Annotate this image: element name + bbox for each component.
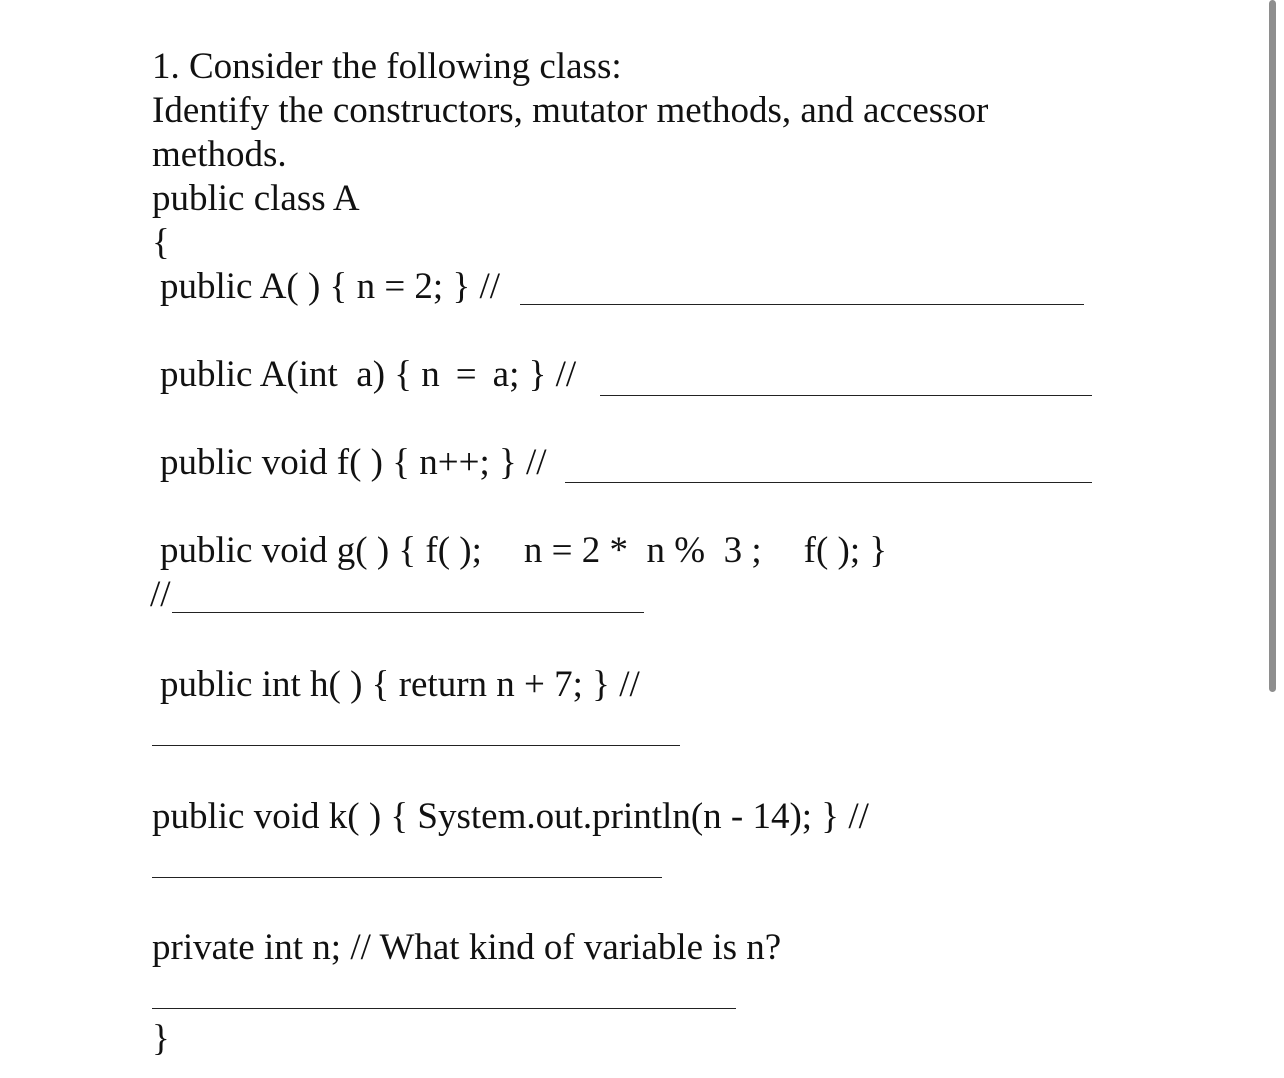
answer-blank-constructor-default[interactable] (520, 304, 1084, 305)
constructor-param-part-1: public A(int a) { n (160, 354, 440, 395)
question-line-1: 1. Consider the following class: (152, 46, 622, 87)
class-declaration: public class A (152, 178, 360, 219)
question-line-3: methods. (152, 134, 287, 175)
class-open-brace: { (152, 222, 170, 263)
answer-blank-method-k[interactable] (152, 877, 662, 878)
answer-blank-method-g[interactable] (172, 612, 644, 613)
method-g-comment: // (150, 574, 171, 615)
constructor-param-part-2: = (455, 354, 477, 395)
vertical-scrollbar[interactable] (1269, 0, 1276, 692)
method-f-line: public void f( ) { n++; } // (160, 442, 547, 483)
answer-blank-method-f[interactable] (565, 482, 1092, 483)
method-h-line: public int h( ) { return n + 7; } // (160, 664, 640, 705)
method-k-line: public void k( ) { System.out.println(n - 14); } // (152, 796, 869, 837)
constructor-param-line (160, 353, 576, 397)
method-g-line (160, 529, 887, 573)
class-close-brace: } (152, 1018, 170, 1059)
method-g-part-2: n = 2 * n % 3 ; (523, 530, 762, 571)
constructor-default-line: public A( ) { n = 2; } // (160, 266, 501, 307)
method-g-part-1: public void g( ) { f( ); (160, 530, 482, 571)
answer-blank-method-h[interactable] (152, 745, 680, 746)
constructor-param-part-3: a; } // (492, 354, 577, 395)
answer-blank-constructor-param[interactable] (600, 395, 1092, 396)
field-n-line: private int n; // What kind of variable is n? (152, 927, 782, 968)
method-g-part-3: f( ); } (803, 530, 888, 571)
question-line-2: Identify the constructors, mutator methods, and accessor (152, 90, 989, 131)
answer-blank-field-n[interactable] (152, 1008, 736, 1009)
